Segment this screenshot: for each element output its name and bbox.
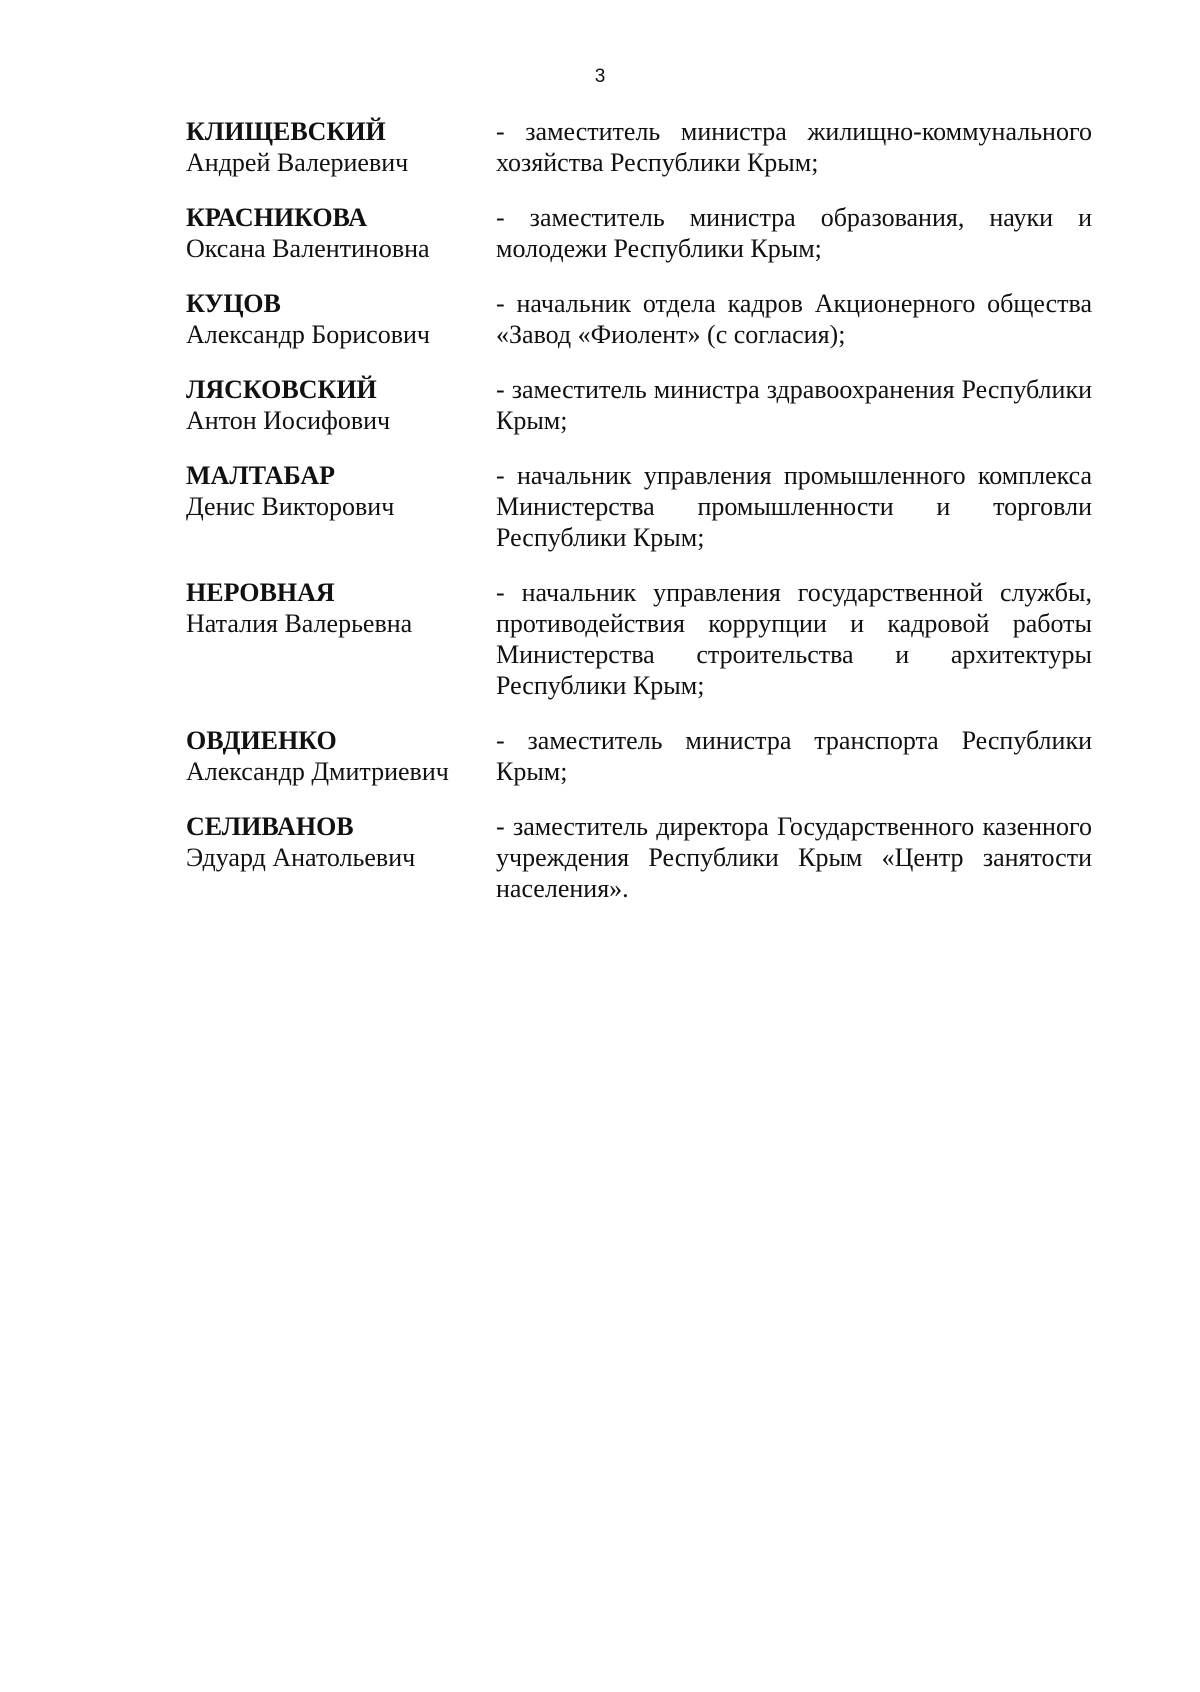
page-number: 3 <box>594 66 606 87</box>
member-given-names: Андрей Валериевич <box>186 148 409 177</box>
member-given-names: Денис Викторович <box>186 492 395 521</box>
member-name <box>186 116 496 178</box>
member-entry <box>186 811 1092 904</box>
member-name <box>186 374 496 436</box>
member-surname: МАЛТАБАР <box>186 461 336 490</box>
member-surname: КУЦОВ <box>186 289 281 318</box>
member-name <box>186 288 496 350</box>
member-entry <box>186 577 1092 701</box>
member-surname: КРАСНИКОВА <box>186 203 368 232</box>
member-entry <box>186 202 1092 264</box>
member-given-names: Наталия Валерьевна <box>186 609 413 638</box>
member-role: - заместитель министра образования, науки и молодежи Республики Крым; <box>496 203 1092 263</box>
member-given-names: Антон Иосифович <box>186 406 391 435</box>
member-name <box>186 460 496 553</box>
member-given-names: Александр Дмитриевич <box>186 757 449 786</box>
member-role: - заместитель министра транспорта Республики Крым; <box>496 726 1092 786</box>
member-role: - начальник отдела кадров Акционерного общества «Завод «Фиолент» (с согласия); <box>496 289 1092 349</box>
member-surname: ЛЯСКОВСКИЙ <box>186 375 377 404</box>
member-surname: КЛИЩЕВСКИЙ <box>186 117 386 146</box>
member-entry <box>186 374 1092 436</box>
member-given-names: Оксана Валентиновна <box>186 234 430 263</box>
member-role: - заместитель министра здравоохранения Республики Крым; <box>496 375 1092 435</box>
member-role: - начальник управления государственной службы, противодействия коррупции и кадровой работы Министерства строительства и архитектуры Республики Крым; <box>496 578 1092 700</box>
member-role: - начальник управления промышленного комплекса Министерства промышленности и торговли Республики Крым; <box>496 461 1092 552</box>
member-entry <box>186 725 1092 787</box>
members-list <box>186 116 1092 904</box>
member-surname: ОВДИЕНКО <box>186 726 337 755</box>
member-role: - заместитель министра жилищно-коммунального хозяйства Республики Крым; <box>496 117 1092 177</box>
member-name <box>186 577 496 701</box>
member-role: - заместитель директора Государственного казенного учреждения Республики Крым «Центр занятости населения». <box>496 812 1092 903</box>
member-entry <box>186 288 1092 350</box>
member-name <box>186 811 496 904</box>
member-entry <box>186 116 1092 178</box>
member-given-names: Александр Борисович <box>186 320 430 349</box>
member-name <box>186 202 496 264</box>
member-surname: СЕЛИВАНОВ <box>186 812 354 841</box>
member-surname: НЕРОВНАЯ <box>186 578 335 607</box>
member-name <box>186 725 496 787</box>
member-entry <box>186 460 1092 553</box>
member-given-names: Эдуард Анатольевич <box>186 843 416 872</box>
